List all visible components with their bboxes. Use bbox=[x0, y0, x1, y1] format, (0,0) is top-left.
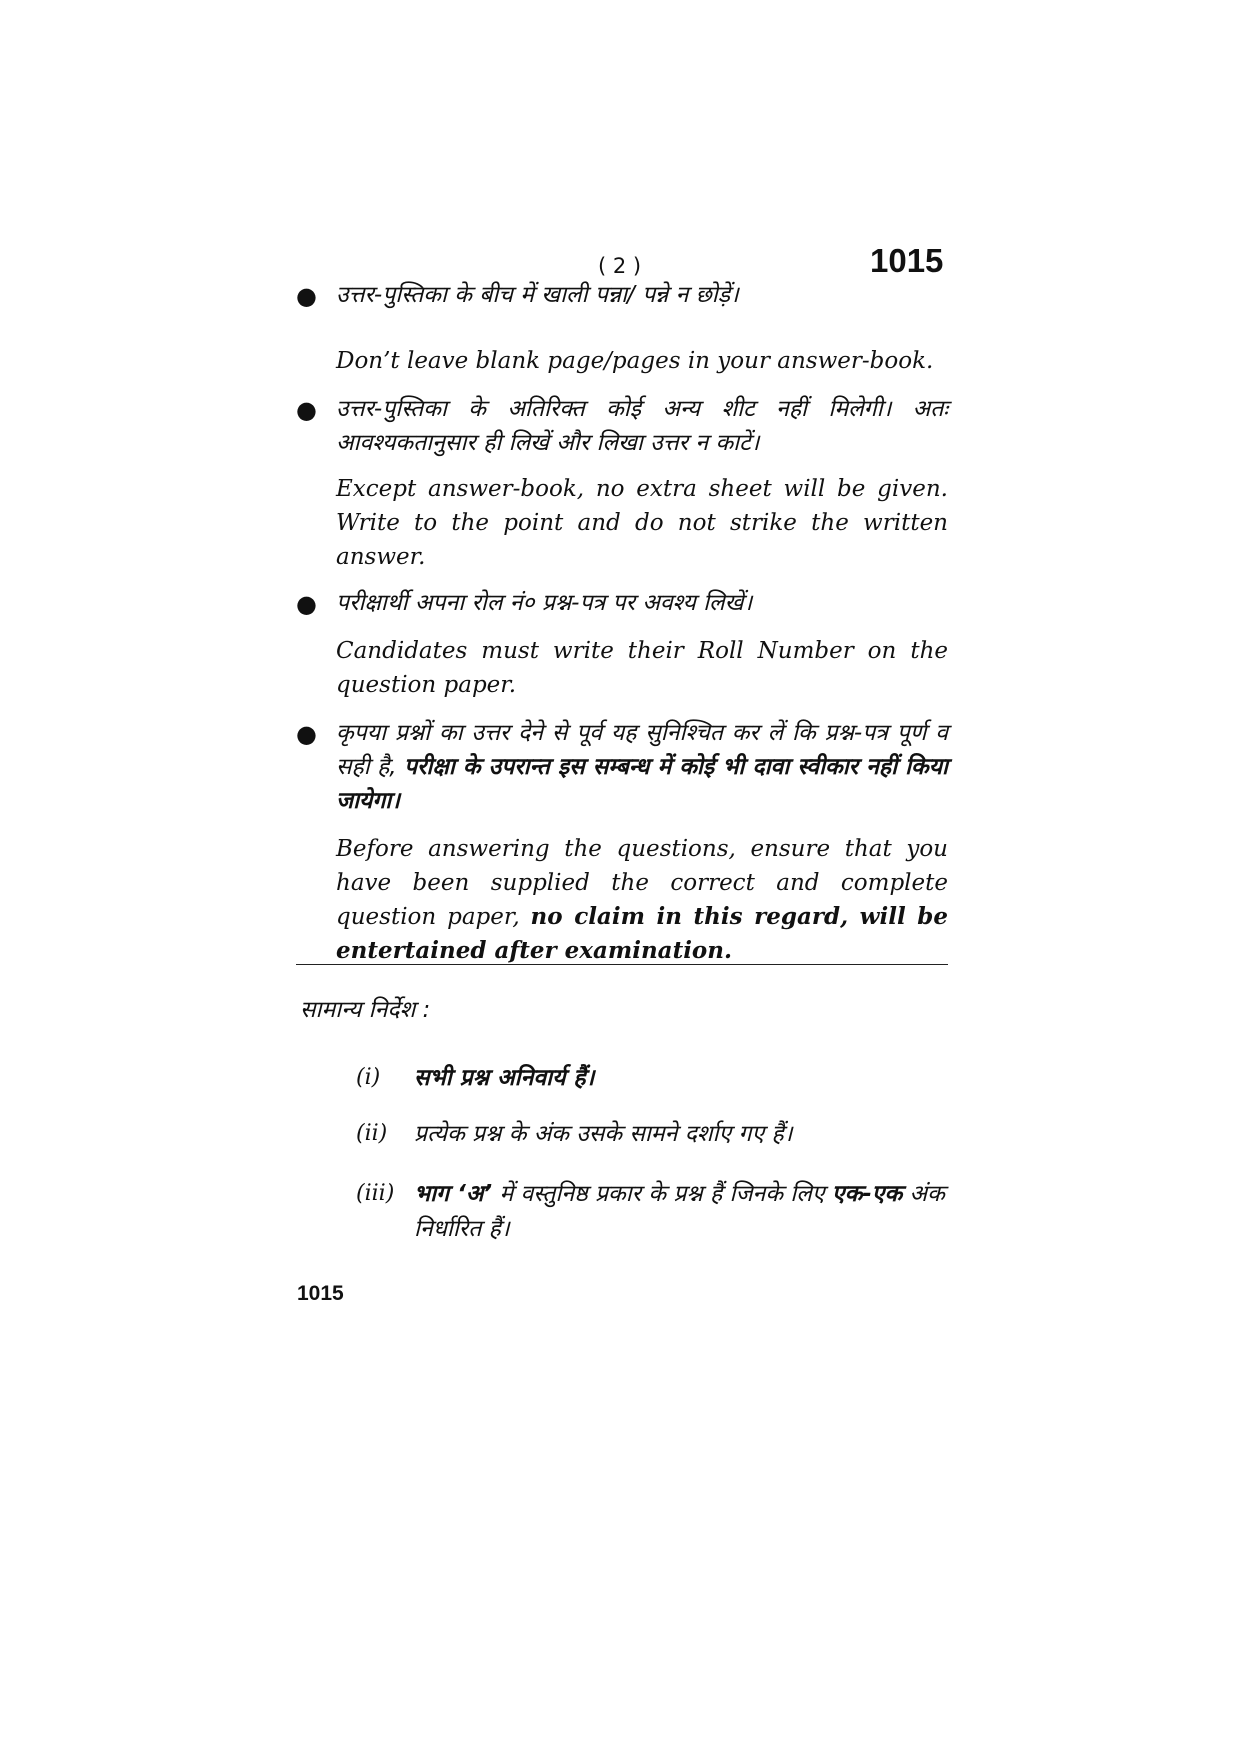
item-number: (iii) bbox=[356, 1181, 395, 1206]
instruction-4-hindi bbox=[336, 716, 948, 818]
general-item-2: प्रत्येक प्रश्न के अंक उसके सामने दर्शाए गए हैं। bbox=[414, 1121, 793, 1147]
instruction-1-hindi: उत्तर-पुस्तिका के बीच में खाली पन्ना/ पन्ने न छोड़ें। bbox=[336, 282, 739, 308]
item-number: (ii) bbox=[356, 1121, 388, 1146]
instruction-4-hindi-bold: परीक्षा के उपरान्त इस सम्बन्ध में कोई भी दावा स्वीकार नहीं किया जायेगा। bbox=[336, 754, 948, 814]
general-item-3-bold-2: एक-एक bbox=[831, 1181, 903, 1207]
general-item-3 bbox=[414, 1177, 948, 1247]
instruction-2-hindi: उत्तर-पुस्तिका के अतिरिक्त कोई अन्य शीट नहीं मिलेगी। अतः आवश्यकतानुसार ही लिखें और लिखा उत्तर न काटें। bbox=[336, 396, 948, 456]
general-item-3-text-1: में वस्तुनिष्ठ प्रकार के प्रश्न हैं जिनके लिए bbox=[499, 1181, 825, 1207]
instruction-2-english: Except answer-book, no extra sheet will be given. Write to the point and do not strike the written answer. bbox=[336, 476, 948, 570]
instruction-1-english: Don’t leave blank page/pages in your answer-book. bbox=[336, 348, 934, 374]
page-number: ( 2 ) bbox=[598, 254, 642, 278]
paper-code-header: 1015 bbox=[870, 242, 944, 279]
bullet-icon: ● bbox=[296, 396, 317, 424]
paper-code-footer: 1015 bbox=[297, 1282, 344, 1305]
general-item-3-text-2: अंक निर्धारित हैं। bbox=[414, 1181, 945, 1242]
instruction-4-hindi-normal: कृपया प्रश्नों का उत्तर देने से पूर्व यह सुनिश्चित कर लें कि प्रश्न-पत्र पूर्ण व सही है, bbox=[336, 720, 948, 780]
divider bbox=[296, 964, 948, 965]
general-instructions-heading: सामान्य निर्देश : bbox=[300, 997, 431, 1023]
bullet-icon: ● bbox=[296, 720, 317, 748]
general-item-3-bold-1: भाग ‘अ’ bbox=[414, 1181, 493, 1207]
instruction-4-english-normal: Before answering the questions, ensure that you have been supplied the correct and complete question paper, bbox=[336, 836, 948, 930]
general-item-1: सभी प्रश्न अनिवार्य हैं। bbox=[414, 1065, 595, 1091]
instruction-4-english-bold: no claim in this regard, will be entertained after examination. bbox=[336, 903, 948, 964]
item-number: (i) bbox=[356, 1065, 381, 1090]
instruction-3-english: Candidates must write their Roll Number on the question paper. bbox=[336, 638, 948, 698]
instruction-4-english bbox=[336, 832, 948, 968]
instruction-3-hindi: परीक्षार्थी अपना रोल नं० प्रश्न-पत्र पर अवश्य लिखें। bbox=[336, 590, 753, 616]
bullet-icon: ● bbox=[296, 282, 317, 310]
bullet-icon: ● bbox=[296, 590, 317, 618]
